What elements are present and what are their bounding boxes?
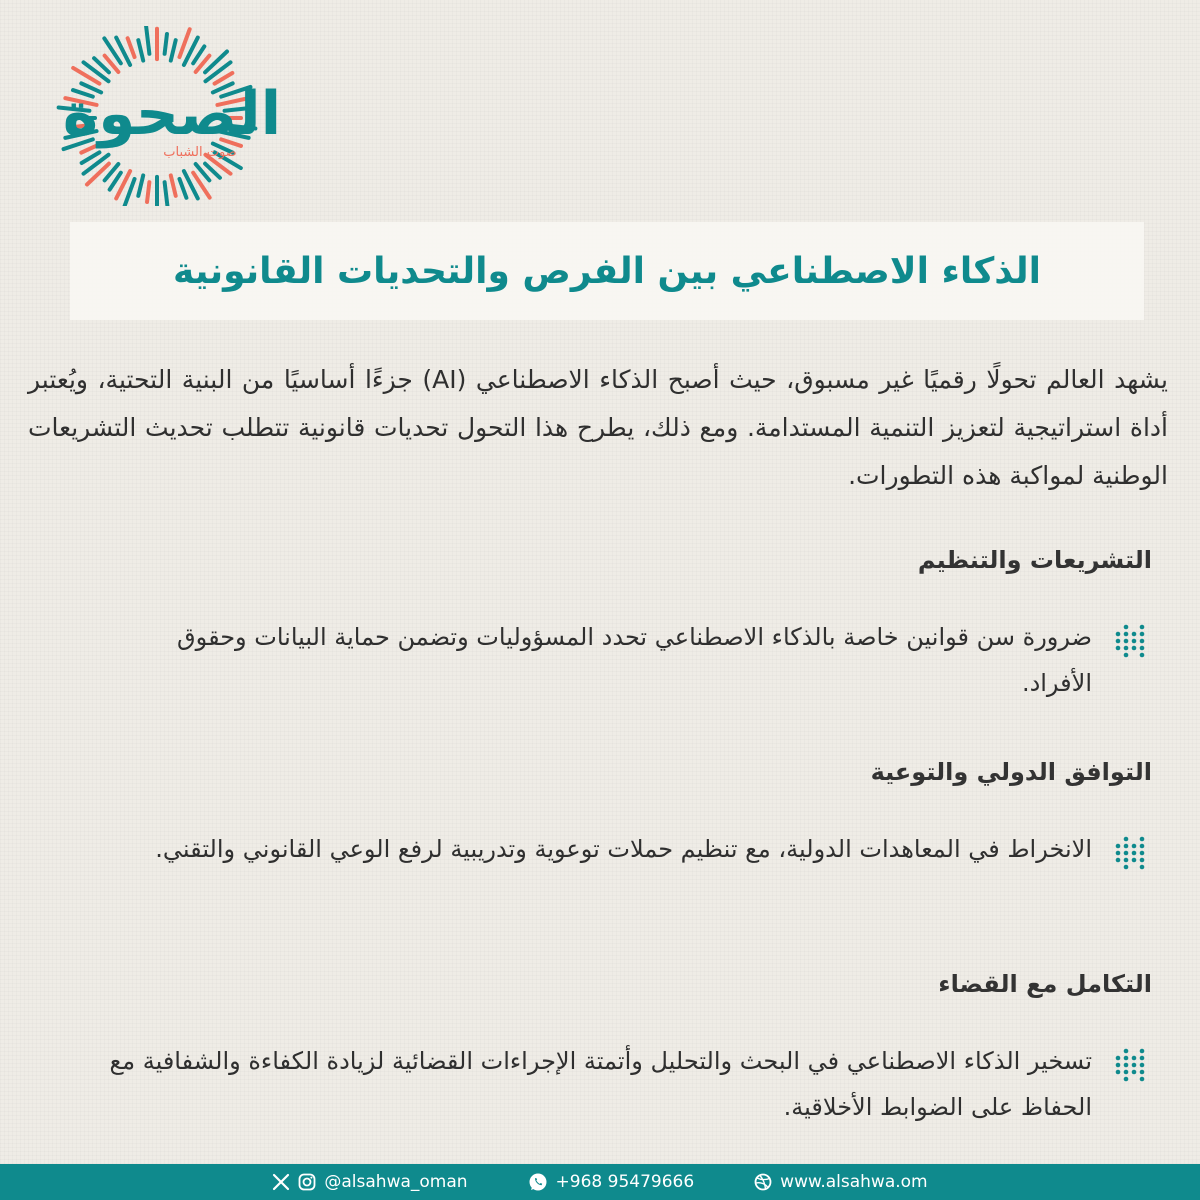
sunburst-ray [128, 38, 135, 57]
bullet-dot [1116, 1063, 1121, 1068]
bullet-dot [1132, 646, 1137, 651]
bullet-dot [1124, 844, 1129, 849]
bullet-dot [1140, 865, 1145, 870]
bullet-dot [1132, 1070, 1137, 1075]
sunburst-ray [171, 175, 176, 195]
bullet-dot [1132, 851, 1137, 856]
whatsapp-icon[interactable] [528, 1172, 548, 1192]
bullet-dot [1140, 851, 1145, 856]
bullet-dot [1124, 625, 1129, 630]
sunburst-ray [138, 40, 143, 60]
dribbble-globe-icon[interactable] [754, 1173, 772, 1191]
bullet-dot [1124, 851, 1129, 856]
bullet-dot [1132, 1056, 1137, 1061]
section-heading-judiciary: التكامل مع القضاء [938, 970, 1152, 998]
logo-tagline: صوت الشباب [163, 145, 237, 160]
bullet-text: ضرورة سن قوانين خاصة بالذكاء الاصطناعي تحدد المسؤوليات وتضمن حماية البيانات وحقوق الأفراد. [177, 623, 1092, 697]
brand-logo [22, 26, 292, 206]
sunburst-ray [138, 175, 143, 195]
bullet-dot [1124, 632, 1129, 637]
phone-number[interactable]: +968 95479666 [555, 1172, 695, 1192]
social-handle[interactable]: @alsahwa_oman [324, 1172, 468, 1192]
bullet-dot [1132, 632, 1137, 637]
sunburst-logo-icon [22, 26, 292, 206]
sunburst-ray [165, 34, 167, 54]
bullet-dot [1140, 653, 1145, 658]
phone-contact[interactable] [528, 1172, 695, 1192]
x-icon[interactable] [272, 1173, 290, 1191]
dotted-bullet-icon [1108, 836, 1148, 870]
website-url[interactable]: www.alsahwa.om [780, 1172, 928, 1192]
bullet-dot [1132, 639, 1137, 644]
bullet-dot [1140, 837, 1145, 842]
contact-footer [0, 1164, 1200, 1200]
bullet-dot [1124, 858, 1129, 863]
bullet-dot [1140, 1070, 1145, 1075]
bullet-international [108, 826, 1148, 872]
bullet-dot [1140, 625, 1145, 630]
bullet-dot [1124, 639, 1129, 644]
bullet-dot [1116, 1056, 1121, 1061]
bullet-dot [1140, 844, 1145, 849]
bullet-dot [1140, 646, 1145, 651]
sunburst-ray [165, 182, 168, 206]
bullet-dot [1140, 1063, 1145, 1068]
bullet-dot [1116, 858, 1121, 863]
page-title: الذكاء الاصطناعي بين الفرص والتحديات القانونية [173, 250, 1041, 292]
bullet-dot [1124, 653, 1129, 658]
social-contact[interactable] [272, 1172, 467, 1192]
bullet-dot [1124, 1077, 1129, 1082]
bullet-judiciary [108, 1038, 1148, 1130]
bullet-dot [1132, 858, 1137, 863]
sunburst-ray [171, 40, 176, 60]
bullet-dot [1140, 858, 1145, 863]
bullet-dot [1124, 837, 1129, 842]
bullet-dot [1116, 844, 1121, 849]
dotted-bullet-icon [1108, 624, 1148, 658]
bullet-dot [1140, 639, 1145, 644]
bullet-dot [1116, 851, 1121, 856]
section-heading-international: التوافق الدولي والتوعية [870, 758, 1152, 786]
bullet-dot [1124, 1056, 1129, 1061]
intro-paragraph: يشهد العالم تحولًا رقميًا غير مسبوق، حيث أصبح الذكاء الاصطناعي (AI) جزءًا أساسيًا من البنية التحتية، ويُعتبر أداة استراتيجية لتعزيز التنمية المستدامة. ومع ذلك، يطرح هذا التحول تحديات قانونية تتطلب تحديث التشريعات الوطنية لمواكبة هذه التطورات. [28, 365, 1168, 490]
dotted-bullet-icon [1108, 1048, 1148, 1082]
bullet-dot [1116, 1070, 1121, 1075]
bullet-dot [1124, 865, 1129, 870]
bullet-dot [1124, 1063, 1129, 1068]
bullet-dot [1116, 632, 1121, 637]
instagram-icon[interactable] [298, 1173, 316, 1191]
bullet-text: الانخراط في المعاهدات الدولية، مع تنظيم حملات توعوية وتدريبية لرفع الوعي القانوني والتقني. [155, 835, 1092, 863]
website-contact[interactable] [754, 1172, 927, 1192]
title-banner [70, 222, 1144, 320]
sunburst-ray [146, 26, 149, 54]
sunburst-ray [179, 179, 186, 198]
bullet-dot [1124, 646, 1129, 651]
bullet-dot [1140, 1056, 1145, 1061]
bullet-text: تسخير الذكاء الاصطناعي في البحث والتحليل وأتمتة الإجراءات القضائية لزيادة الكفاءة والشفافية مع الحفاظ على الضوابط الأخلاقية. [109, 1047, 1092, 1121]
bullet-dot [1140, 632, 1145, 637]
bullet-dot [1132, 844, 1137, 849]
bullet-dot [1124, 1070, 1129, 1075]
bullet-dot [1132, 1063, 1137, 1068]
section-heading-legislation: التشريعات والتنظيم [917, 546, 1152, 574]
logo-wordmark: الصحوة [62, 79, 282, 149]
bullet-dot [1124, 1049, 1129, 1054]
bullet-dot [1116, 646, 1121, 651]
bullet-dot [1116, 639, 1121, 644]
sunburst-ray [147, 182, 149, 202]
bullet-dot [1140, 1049, 1145, 1054]
bullet-dot [1140, 1077, 1145, 1082]
bullet-legislation [108, 614, 1148, 706]
